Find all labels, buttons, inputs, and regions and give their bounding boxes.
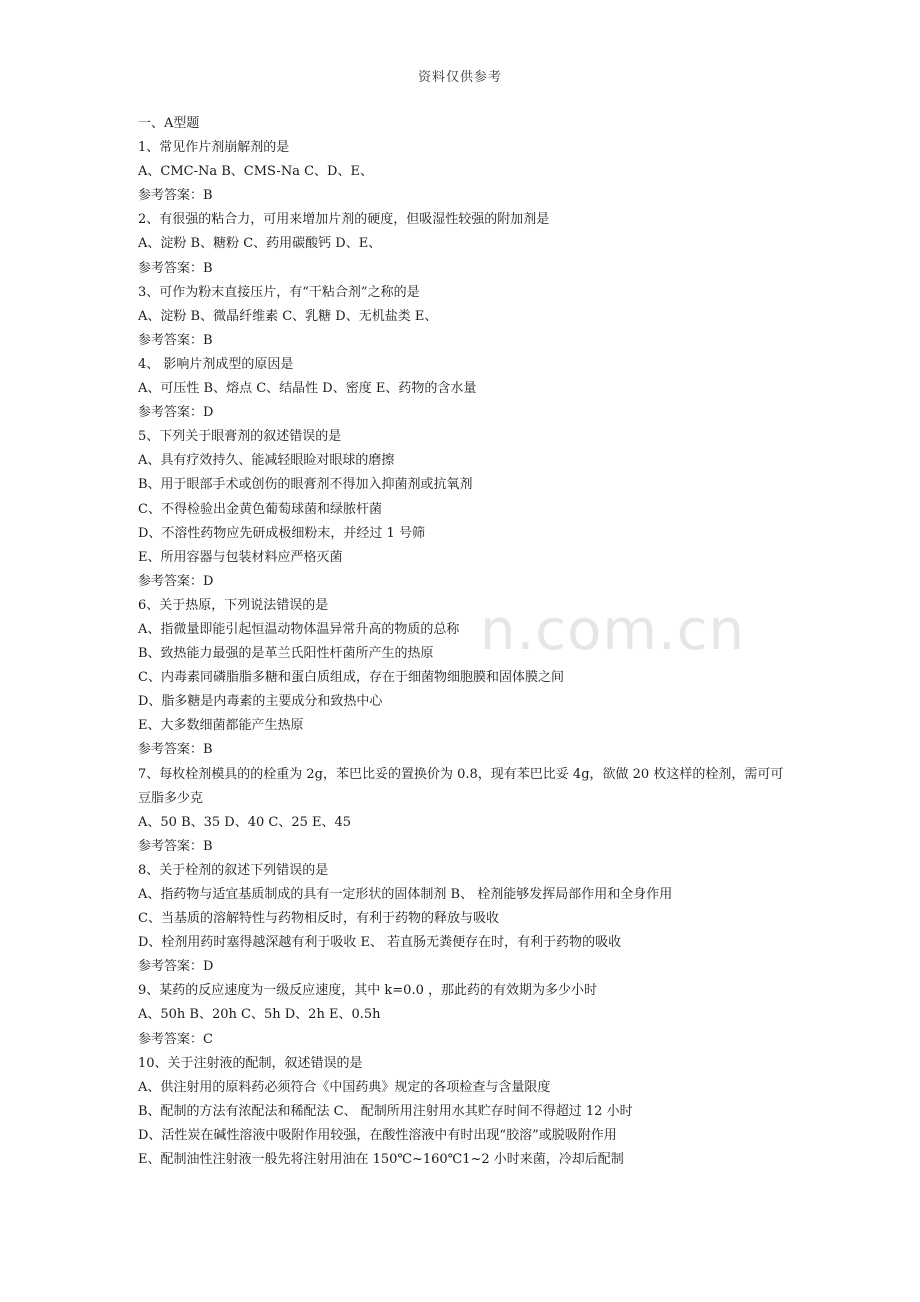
options-9: A、50h B、20h C、5h D、2h E、0.5h xyxy=(138,1007,381,1023)
option-8ab: A、指药物与适宜基质制成的具有一定形状的固体制剂 B、 栓剂能够发挥局部作用和全身作用 xyxy=(138,887,673,902)
options-1: A、CMC-Na B、CMS-Na C、D、E、 xyxy=(138,164,373,180)
answer-3: 参考答案：B xyxy=(138,332,213,348)
answer-6: 参考答案：B xyxy=(138,742,213,758)
option-5c: C、不得检验出金黄色葡萄球菌和绿脓杆菌 xyxy=(138,501,382,517)
question-2: 2、有很强的粘合力，可用来增加片剂的硬度，但吸湿性较强的附加剂是 xyxy=(138,212,550,228)
option-6e: E、大多数细菌都能产生热原 xyxy=(138,718,304,734)
options-3: A、淀粉 B、微晶纤维素 C、乳糖 D、无机盐类 E、 xyxy=(138,308,438,324)
options-2: A、淀粉 B、糖粉 C、药用碳酸钙 D、E、 xyxy=(138,236,382,252)
option-10d: D、活性炭在碱性溶液中吸附作用较强，在酸性溶液中有时出现“胶溶”或脱吸附作用 xyxy=(138,1127,617,1143)
option-5a: A、具有疗效持久、能减轻眼睑对眼球的磨擦 xyxy=(138,453,395,469)
option-10bc: B、配制的方法有浓配法和稀配法 C、 配制所用注射用水其贮存时间不得超过 12 小时 xyxy=(138,1103,633,1119)
option-8de: D、栓剂用药时塞得越深越有利于吸收 E、 若直肠无粪便存在时，有利于药物的吸收 xyxy=(138,935,622,951)
option-6d: D、脂多糖是内毒素的主要成分和致热中心 xyxy=(138,694,383,710)
answer-8: 参考答案：D xyxy=(138,959,214,975)
answer-9: 参考答案：C xyxy=(138,1031,213,1047)
option-6b: B、致热能力最强的是革兰氏阳性杆菌所产生的热原 xyxy=(138,646,434,662)
option-10a: A、供注射用的原料药必须符合《中国药典》规定的各项检查与含量限度 xyxy=(138,1079,551,1095)
question-9: 9、某药的反应速度为一级反应速度，其中 k=0.0 ，那此药的有效期为多少小时 xyxy=(138,983,597,999)
question-8: 8、关于栓剂的叙述下列错误的是 xyxy=(138,862,329,878)
option-5e: E、所用容器与包装材料应严格灭菌 xyxy=(138,549,343,565)
question-6: 6、关于热原，下列说法错误的是 xyxy=(138,597,329,613)
options-7: A、50 B、35 D、40 C、25 E、45 xyxy=(138,814,352,830)
answer-2: 参考答案：B xyxy=(138,260,213,276)
option-5b: B、用于眼部手术或创伤的眼膏剂不得加入抑菌剂或抗氧剂 xyxy=(138,477,473,493)
option-8c: C、当基质的溶解特性与药物相反时，有利于药物的释放与吸收 xyxy=(138,911,499,927)
question-3: 3、可作为粉末直接压片，有“干粘合剂”之称的是 xyxy=(138,284,420,300)
question-7: 7、每枚栓剂模具的的栓重为 2g，苯巴比妥的置换价为 0.8，现有苯巴比妥 4g，欲做 20 枚这样的栓剂，需可可豆脂多少克 xyxy=(138,766,784,806)
section-heading: 一、A型题 xyxy=(138,116,200,131)
watermark: n.com.cn xyxy=(480,598,745,663)
answer-4: 参考答案：D xyxy=(138,405,214,421)
answer-5: 参考答案：D xyxy=(138,573,214,589)
document-body xyxy=(138,112,798,1172)
options-4: A、可压性 B、熔点 C、结晶性 D、密度 E、药物的含水量 xyxy=(138,381,477,397)
question-10: 10、关于注射液的配制，叙述错误的是 xyxy=(138,1055,363,1071)
question-1: 1、常见作片剂崩解剂的是 xyxy=(138,140,290,156)
option-6c: C、内毒素同磷脂脂多糖和蛋白质组成，存在于细菌物细胞膜和固体膜之间 xyxy=(138,670,564,686)
option-6a: A、指微量即能引起恒温动物体温异常升高的物质的总称 xyxy=(138,621,460,637)
answer-1: 参考答案：B xyxy=(138,188,213,204)
option-5d: D、不溶性药物应先研成极细粉末，并经过 1 号筛 xyxy=(138,525,425,541)
question-4: 4、 影响片剂成型的原因是 xyxy=(138,356,294,372)
page-header: 资料仅供参考 xyxy=(417,70,502,85)
question-5: 5、下列关于眼膏剂的叙述错误的是 xyxy=(138,429,342,445)
answer-7: 参考答案：B xyxy=(138,838,213,854)
option-10e: E、配制油性注射液一般先将注射用油在 150℃~160℃1~2 小时来菌，冷却后配制 xyxy=(138,1152,624,1168)
